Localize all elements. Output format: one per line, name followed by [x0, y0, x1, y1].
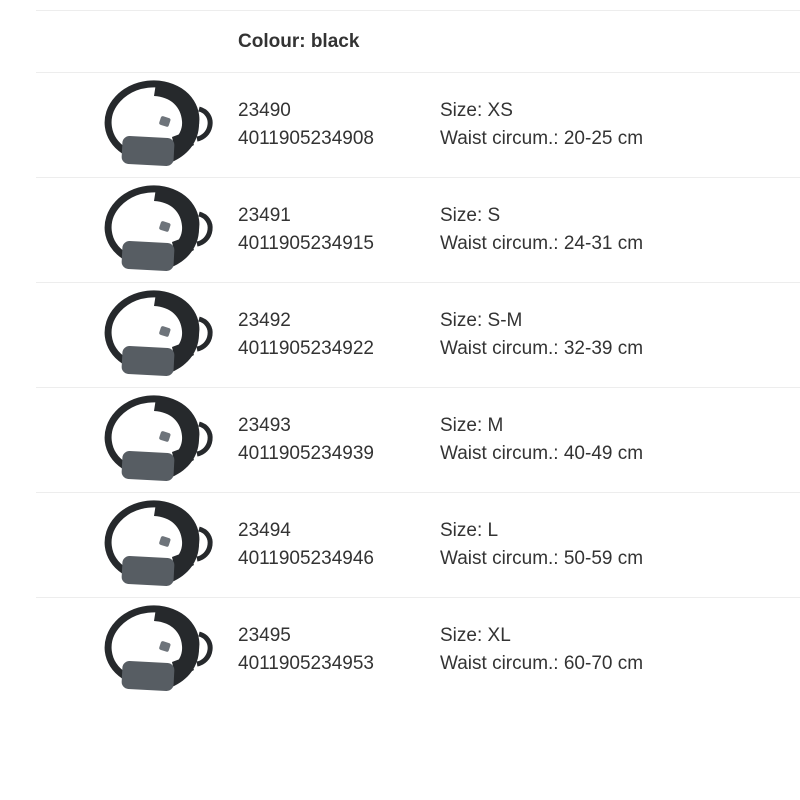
ean-number: 4011905234922 — [238, 338, 374, 359]
size-label: Size: XS — [440, 100, 513, 121]
size-label: Size: S — [440, 205, 501, 226]
waist-label: Waist circum.: 20-25 cm — [440, 128, 644, 149]
protective-pants-product-image — [102, 394, 214, 486]
article-number: 23495 — [238, 625, 291, 646]
product-row — [36, 73, 800, 178]
protective-pants-product-image — [102, 79, 214, 171]
waist-label: Waist circum.: 50-59 cm — [440, 548, 644, 569]
article-number: 23494 — [238, 520, 291, 541]
product-row — [36, 388, 800, 493]
waist-label: Waist circum.: 60-70 cm — [440, 653, 644, 674]
size-cell — [440, 622, 800, 678]
table-header-row — [36, 11, 800, 73]
product-variants-table — [36, 10, 800, 702]
article-cell — [238, 517, 440, 573]
thumbnail-cell — [36, 604, 238, 696]
protective-pants-product-image — [102, 289, 214, 381]
product-row — [36, 493, 800, 598]
product-row — [36, 283, 800, 388]
ean-number: 4011905234946 — [238, 548, 374, 569]
protective-pants-product-image — [102, 499, 214, 591]
size-label: Size: XL — [440, 625, 511, 646]
ean-number: 4011905234939 — [238, 443, 374, 464]
thumbnail-cell — [36, 394, 238, 486]
size-label: Size: M — [440, 415, 504, 436]
article-cell — [238, 622, 440, 678]
protective-pants-product-image — [102, 184, 214, 276]
article-number: 23491 — [238, 205, 291, 226]
waist-label: Waist circum.: 32-39 cm — [440, 338, 644, 359]
size-cell — [440, 202, 800, 258]
size-label: Size: L — [440, 520, 499, 541]
article-cell — [238, 202, 440, 258]
thumbnail-cell — [36, 499, 238, 591]
ean-number: 4011905234908 — [238, 128, 374, 149]
article-number: 23490 — [238, 100, 291, 121]
protective-pants-product-image — [102, 604, 214, 696]
product-row — [36, 178, 800, 283]
thumbnail-cell — [36, 79, 238, 171]
colour-header-label: Colour: black — [238, 30, 360, 52]
article-number: 23493 — [238, 415, 291, 436]
article-cell — [238, 307, 440, 363]
waist-label: Waist circum.: 24-31 cm — [440, 233, 644, 254]
ean-number: 4011905234953 — [238, 653, 374, 674]
article-cell — [238, 412, 440, 468]
ean-number: 4011905234915 — [238, 233, 374, 254]
size-cell — [440, 97, 800, 153]
size-cell — [440, 412, 800, 468]
article-cell — [238, 97, 440, 153]
thumbnail-cell — [36, 289, 238, 381]
product-row — [36, 598, 800, 702]
thumbnail-cell — [36, 184, 238, 276]
size-cell — [440, 307, 800, 363]
article-number: 23492 — [238, 310, 291, 331]
size-label: Size: S-M — [440, 310, 523, 331]
waist-label: Waist circum.: 40-49 cm — [440, 443, 644, 464]
size-cell — [440, 517, 800, 573]
